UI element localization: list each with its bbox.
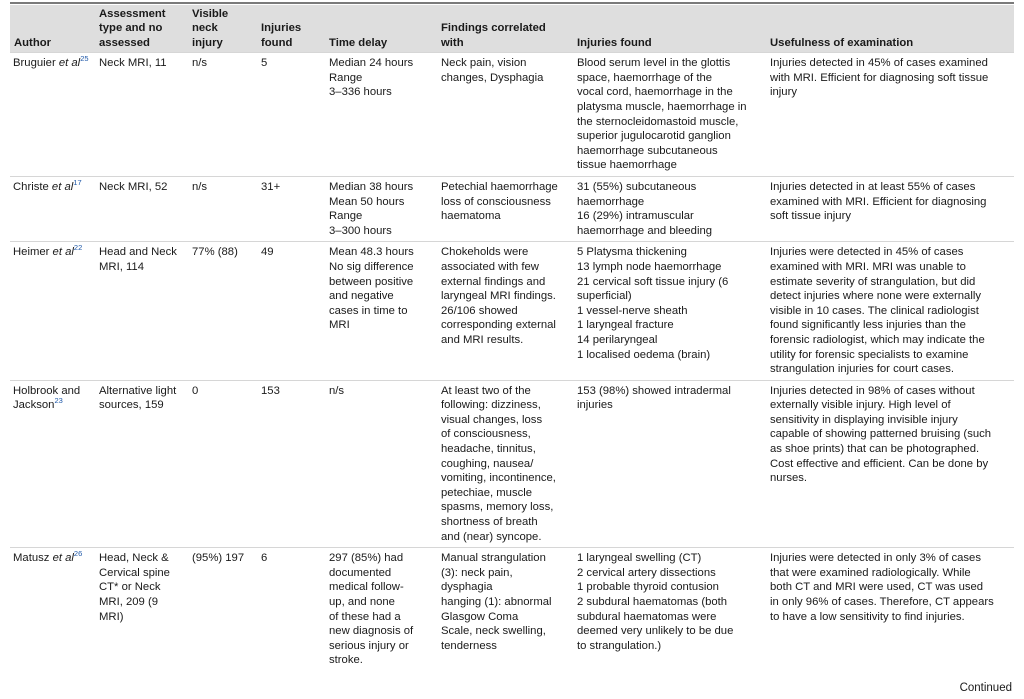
cell-time-delay: Median 38 hours Mean 50 hours Range 3–300 hours	[325, 176, 437, 241]
studies-table	[10, 5, 1014, 671]
cell-author	[10, 176, 95, 241]
continued-label: Continued	[959, 682, 1012, 694]
cell-time-delay: Mean 48.3 hours No sig difference between positive and negative cases in time to MRI	[325, 242, 437, 380]
cell-findings: At least two of the following: dizziness, visual changes, loss of consciousness, headache, tinnitus, coughing, nausea/ vomiting, incontinence, petechiae, muscle spasms, memory loss, shortness of breath and (near) syncope.	[437, 380, 573, 548]
author-name: Holbrook and Jackson	[13, 384, 81, 412]
cell-injuries-count: 6	[257, 548, 325, 671]
author-et-al: et al	[58, 57, 81, 70]
cell-assessment: Head and Neck MRI, 114	[95, 242, 188, 380]
cell-visible-injury: 0	[188, 380, 257, 548]
table-row	[10, 53, 1014, 177]
cell-usefulness: Injuries detected in 45% of cases examined with MRI. Efficient for diagnosing soft tissue injury	[766, 53, 1014, 177]
col-header-visible-injury: Visible neck injury	[188, 5, 257, 53]
cell-time-delay: 297 (85%) had documented medical follow- up, and none of these had a new diagnosis of serious injury or stroke.	[325, 548, 437, 671]
cell-injuries-found: Blood serum level in the glottis space, haemorrhage of the vocal cord, haemorrhage in the platysma muscle, haemorrhage in the sternocleidomastoid muscle, superior jugulocarotid ganglion haemorrhage subcutaneous tissue haemorrhage	[573, 53, 766, 177]
cell-usefulness: Injuries detected in 98% of cases without externally visible injury. High level of sensitivity in displaying invisible injury capable of showing patterned bruising (such as shoe prints) that can be photographed. Cost effective and efficient. Can be done by nurses.	[766, 380, 1014, 548]
cell-injuries-found: 1 laryngeal swelling (CT) 2 cervical artery dissections 1 probable thyroid contusion 2 subdural haematomas (both subdural haematomas were deemed very unlikely to be due to strangulation.)	[573, 548, 766, 671]
reference-number: 26	[73, 549, 83, 559]
cell-assessment: Neck MRI, 52	[95, 176, 188, 241]
cell-assessment: Head, Neck & Cervical spine CT* or Neck MRI, 209 (9 MRI)	[95, 548, 188, 671]
col-header-usefulness: Usefulness of examination	[766, 5, 1014, 53]
cell-injuries-found: 153 (98%) showed intradermal injuries	[573, 380, 766, 548]
cell-visible-injury: 77% (88)	[188, 242, 257, 380]
cell-time-delay: Median 24 hours Range 3–336 hours	[325, 53, 437, 177]
cell-usefulness: Injuries were detected in only 3% of cases that were examined radiologically. While both CT and MRI were used, CT was used in only 96% of cases. Therefore, CT appears to have a low sensitivity to find injuries.	[766, 548, 1014, 671]
cell-usefulness: Injuries detected in at least 55% of cases examined with MRI. Efficient for diagnosing soft tissue injury	[766, 176, 1014, 241]
reference-number: 17	[73, 178, 82, 188]
cell-visible-injury: n/s	[188, 176, 257, 241]
cell-injuries-found: 5 Platysma thickening 13 lymph node haemorrhage 21 cervical soft tissue injury (6 superficial) 1 vessel-nerve sheath 1 laryngeal fracture 14 perilaryngeal 1 localised oedema (brain)	[573, 242, 766, 380]
author-name: Matusz	[13, 552, 53, 565]
author-et-al: et al	[52, 246, 74, 259]
author-name: Christe	[13, 180, 52, 193]
cell-author	[10, 380, 95, 548]
cell-usefulness: Injuries were detected in 45% of cases examined with MRI. MRI was unable to estimate severity of strangulation, but did detect injuries where none were externally visible in 10 cases. The clinical radiologist found significantly less injuries than the forensic radiologist, which may indicate the utility for forensic specialists to examine strangulation injuries for court cases.	[766, 242, 1014, 380]
cell-injuries-found: 31 (55%) subcutaneous haemorrhage 16 (29%) intramuscular haemorrhage and bleeding	[573, 176, 766, 241]
cell-findings: Petechial haemorrhage loss of consciousness haematoma	[437, 176, 573, 241]
table-top-rule	[10, 2, 1014, 4]
cell-visible-injury: n/s	[188, 53, 257, 177]
author-name: Heimer	[13, 246, 53, 259]
table-row	[10, 176, 1014, 241]
table-header-row	[10, 5, 1014, 53]
author-name: Bruguier	[13, 57, 59, 70]
col-header-assessment: Assessment type and no assessed	[95, 5, 188, 53]
col-header-findings: Findings correlated with	[437, 5, 573, 53]
col-header-injuries-found-count: Injuries found	[257, 5, 325, 53]
cell-author	[10, 548, 95, 671]
cell-findings: Manual strangulation (3): neck pain, dysphagia hanging (1): abnormal Glasgow Coma Scale, neck swelling, tenderness	[437, 548, 573, 671]
cell-findings: Chokeholds were associated with few external findings and laryngeal MRI findings. 26/106 showed corresponding external and MRI results.	[437, 242, 573, 380]
cell-visible-injury: (95%) 197	[188, 548, 257, 671]
reference-number: 22	[73, 243, 83, 253]
table-row	[10, 242, 1014, 380]
cell-injuries-count: 31+	[257, 176, 325, 241]
author-et-al: et al	[52, 552, 74, 565]
col-header-time-delay: Time delay	[325, 5, 437, 53]
cell-injuries-count: 153	[257, 380, 325, 548]
reference-number: 25	[80, 54, 89, 64]
author-et-al: et al	[51, 180, 74, 193]
cell-author	[10, 53, 95, 177]
cell-assessment: Neck MRI, 11	[95, 53, 188, 177]
cell-assessment: Alternative light sources, 159	[95, 380, 188, 548]
cell-findings: Neck pain, vision changes, Dysphagia	[437, 53, 573, 177]
table-row	[10, 548, 1014, 671]
col-header-injuries-found: Injuries found	[573, 5, 766, 53]
cell-time-delay: n/s	[325, 380, 437, 548]
reference-number: 23	[54, 396, 63, 406]
col-header-author: Author	[10, 5, 95, 53]
table-row	[10, 380, 1014, 548]
cell-author	[10, 242, 95, 380]
cell-injuries-count: 5	[257, 53, 325, 177]
cell-injuries-count: 49	[257, 242, 325, 380]
